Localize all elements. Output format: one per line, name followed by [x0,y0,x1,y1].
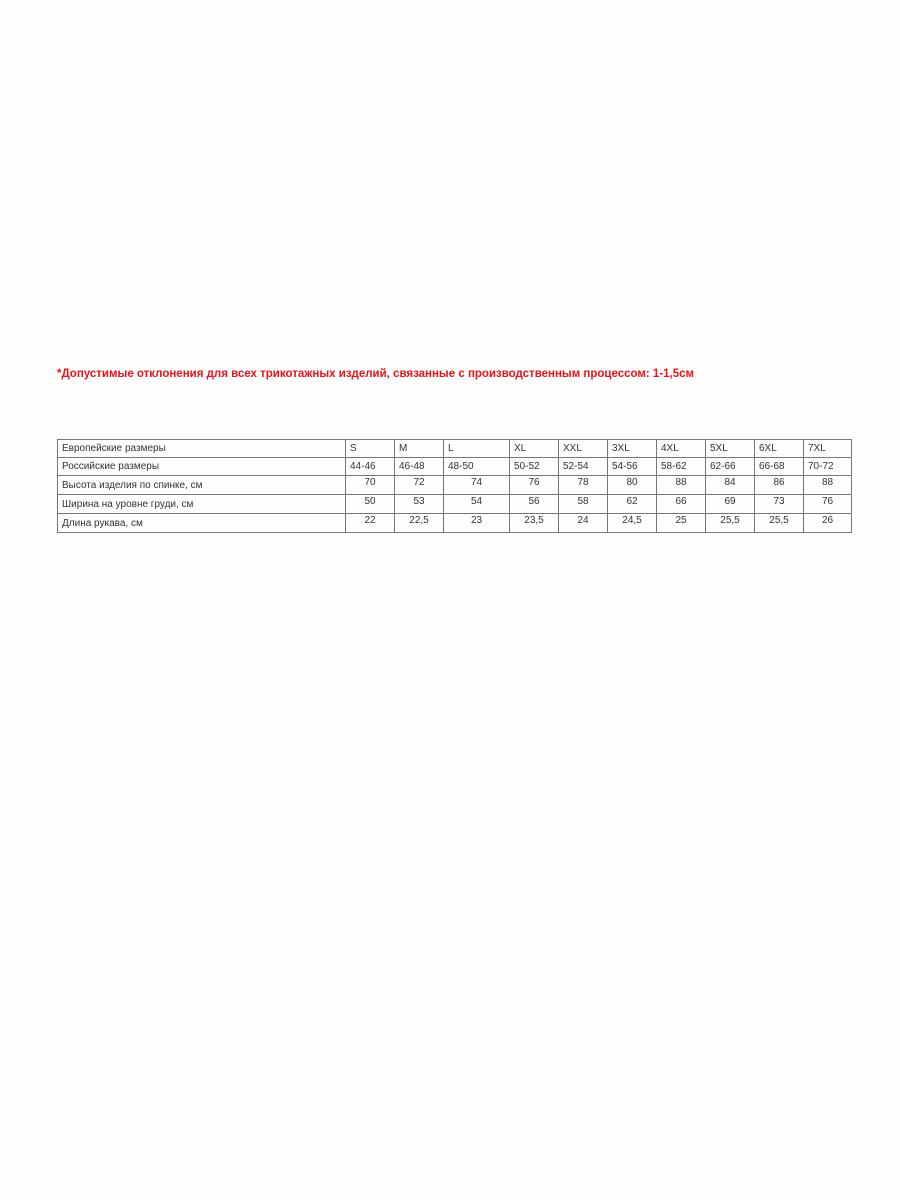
table-cell: 76 [510,476,559,495]
table-cell: 72 [395,476,444,495]
table-cell: M [395,440,444,458]
table-cell: XXL [559,440,608,458]
table-cell: 58-62 [657,458,706,476]
table-cell: 78 [559,476,608,495]
table-cell: L [444,440,510,458]
table-cell: 73 [755,495,804,514]
row-label: Российские размеры [58,458,346,476]
table-cell: 88 [804,476,852,495]
table-cell: 23,5 [510,514,559,533]
table-cell: 3XL [608,440,657,458]
table-cell: 22 [346,514,395,533]
table-row [58,514,852,533]
table-cell: 4XL [657,440,706,458]
table-cell: 54-56 [608,458,657,476]
table-cell: 50 [346,495,395,514]
table-cell: 25,5 [706,514,755,533]
table-cell: 24,5 [608,514,657,533]
table-cell: 5XL [706,440,755,458]
size-chart-body [58,440,852,533]
row-label: Длина рукава, см [58,514,346,533]
tolerance-notice: *Допустимые отклонения для всех трикотажных изделий, связанные с производственным процессом: 1-1,5см [57,368,695,380]
table-row [58,458,852,476]
table-cell: 70 [346,476,395,495]
table-cell: 23 [444,514,510,533]
table-cell: 26 [804,514,852,533]
table-cell: 52-54 [559,458,608,476]
table-cell: S [346,440,395,458]
table-cell: 80 [608,476,657,495]
table-cell: 25 [657,514,706,533]
table-cell: 76 [804,495,852,514]
table-cell: XL [510,440,559,458]
table-cell: 54 [444,495,510,514]
table-cell: 56 [510,495,559,514]
table-cell: 46-48 [395,458,444,476]
table-cell: 62 [608,495,657,514]
table-cell: 66 [657,495,706,514]
table-cell: 6XL [755,440,804,458]
table-cell: 25,5 [755,514,804,533]
row-label: Европейские размеры [58,440,346,458]
table-cell: 74 [444,476,510,495]
table-row [58,440,852,458]
table-row [58,495,852,514]
table-row [58,476,852,495]
table-cell: 88 [657,476,706,495]
table-cell: 70-72 [804,458,852,476]
row-label: Ширина на уровне груди, см [58,495,346,514]
table-cell: 58 [559,495,608,514]
size-chart-table [57,439,852,533]
table-cell: 7XL [804,440,852,458]
row-label: Высота изделия по спинке, см [58,476,346,495]
table-cell: 44-46 [346,458,395,476]
table-cell: 84 [706,476,755,495]
table-cell: 62-66 [706,458,755,476]
table-cell: 50-52 [510,458,559,476]
table-cell: 66-68 [755,458,804,476]
table-cell: 24 [559,514,608,533]
table-cell: 86 [755,476,804,495]
table-cell: 53 [395,495,444,514]
table-cell: 22,5 [395,514,444,533]
table-cell: 69 [706,495,755,514]
table-cell: 48-50 [444,458,510,476]
